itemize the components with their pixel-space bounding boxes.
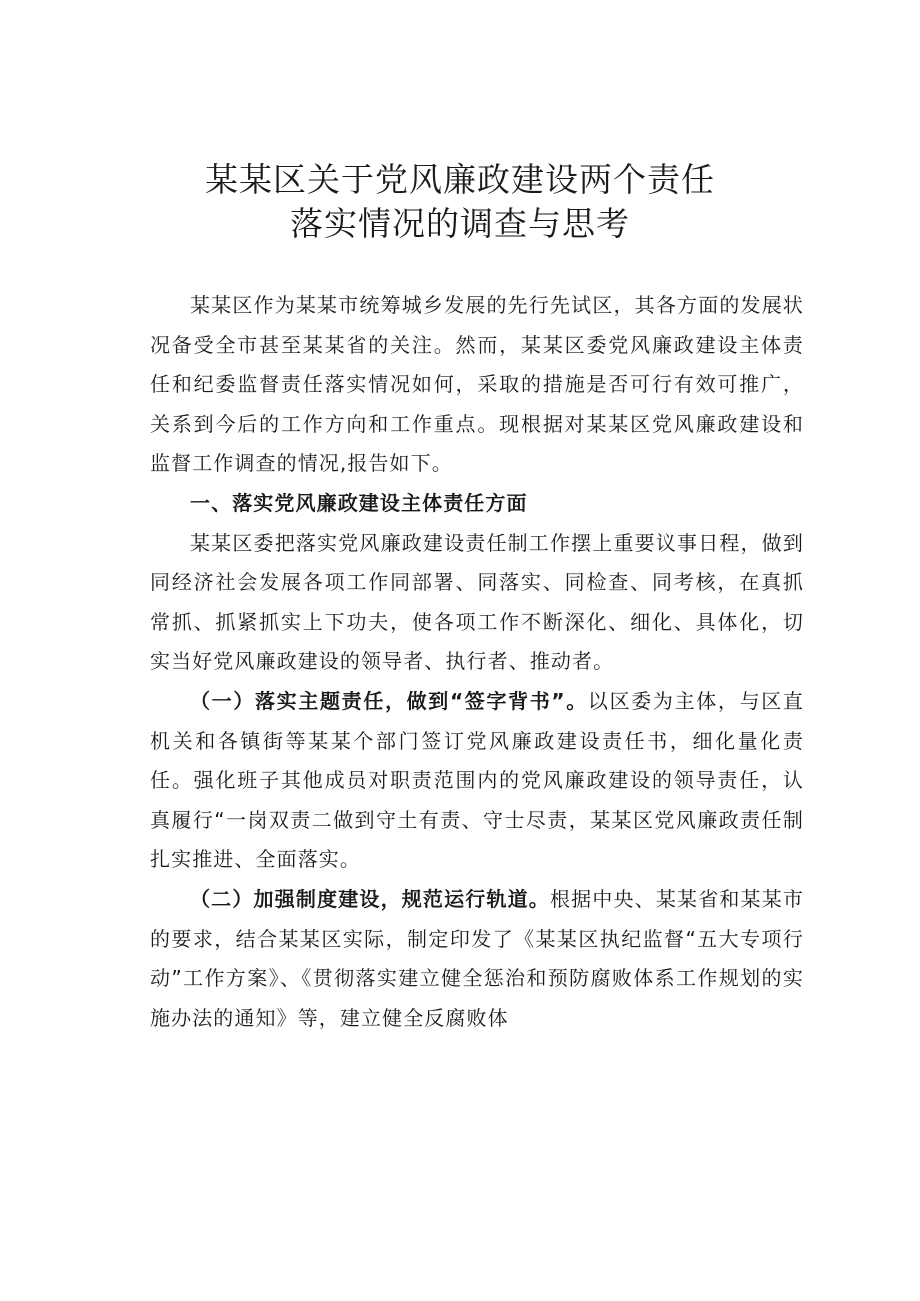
item-2-lead: （二）加强制度建设，规范运行轨道。: [190, 886, 550, 911]
section-1-intro-paragraph: 某某区委把落实党风廉政建设责任制工作摆上重要议事日程，做到同经济社会发展各项工作同部署、同落实、同检查、同考核，在真抓常抓、抓紧抓实上下功夫，使各项工作不断深化、细化、具体化，切实当好党风廉政建设的领导者、执行者、推动者。: [150, 530, 804, 674]
item-1-body: 以区委为主体，与区直机关和各镇街等某某个部门签订党风廉政建设责任书，细化量化责任。强化班子其他成员对职责范围内的党风廉政建设的领导责任，认真履行“一岗双责二做到守土有责、守士尽责，某某区党风廉政责任制扎实推进、全面落实。: [150, 688, 804, 872]
document-title-line-2: 落实情况的调查与思考: [290, 204, 630, 243]
section-1-heading: 一、落实党风廉政建设主体责任方面: [190, 490, 528, 515]
item-2-paragraph: [150, 880, 804, 1038]
document-body: [150, 286, 804, 1038]
intro-paragraph: 某某区作为某某市统筹城乡发展的先行先试区，其各方面的发展状况备受全市甚至某某省的关注。然而，某某区委党风廉政建设主体责任和纪委监督责任落实情况如何，采取的措施是否可行有效可推广，关系到今后的工作方向和工作重点。现根据对某某区党风廉政建设和监督工作调查的情况,报告如下。: [150, 293, 804, 476]
item-1-paragraph: [150, 682, 804, 880]
item-2-body: 根据中央、某某省和某某市的要求，结合某某区实际，制定印发了《某某区执纪监督“五大专项行动”工作方案》、《贯彻落实建立健全惩治和预防腐败体系工作规划的实施办法的通知》等，建立健全反腐败体: [150, 886, 805, 1030]
document-title-line-1: 某某区关于党风廉政建设两个责任: [205, 160, 715, 199]
item-1-lead: （一）落实主题责任，做到“签字背书”。: [190, 688, 588, 713]
